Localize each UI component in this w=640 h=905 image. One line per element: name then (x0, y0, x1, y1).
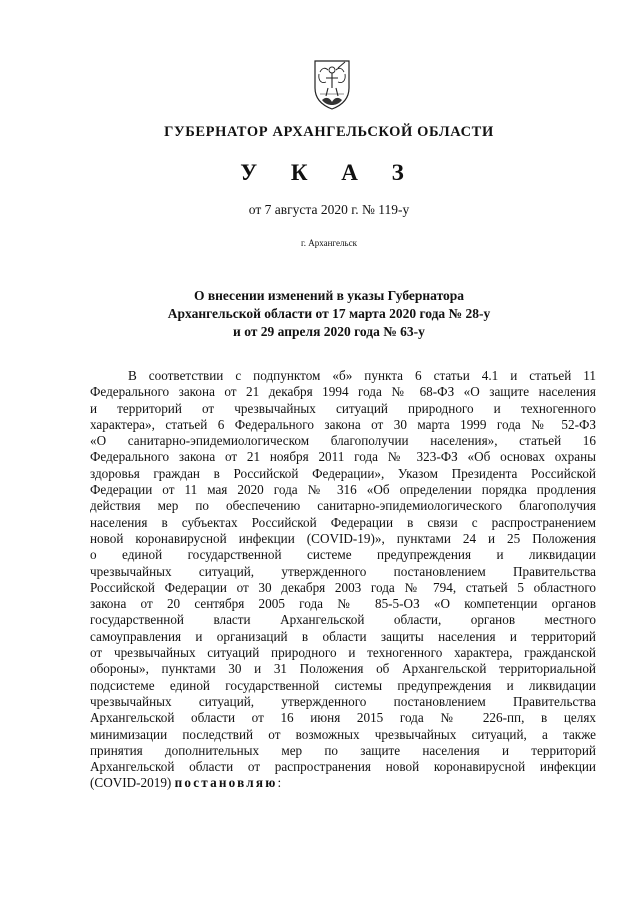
body-line: Федерального закона от 21 декабря 1994 года № 68-ФЗ «О защите населения (90, 384, 596, 400)
decree-date-number: от 7 августа 2020 г. № 119-у (248, 202, 410, 217)
body-line: здоровья граждан в Российской Федерации», Указом Президента Российской (90, 465, 596, 481)
body-line: Архангельской области от 16 июня 2015 года № 226-пп, в целях (90, 710, 596, 726)
body-line: новой коронавирусной инфекции (COVID-19)», пунктами 24 и 25 Положения (90, 530, 596, 546)
heading-line: и от 29 апреля 2020 года № 63-у (233, 324, 425, 339)
heading-line: О внесении изменений в указы Губернатора (193, 288, 465, 303)
body-line: закона от 20 сентября 2005 года № 85-5-ОЗ «О компетенции органов (90, 596, 596, 612)
decree-city: г. Архангельск (301, 238, 357, 248)
body-line: государственной власти Архангельской области, органов местного (90, 612, 596, 628)
issuing-authority: ГУБЕРНАТОР АРХАНГЕЛЬСКОЙ ОБЛАСТИ (164, 124, 494, 140)
body-line: самоуправления и организаций в области защиты населения и территорий (90, 628, 596, 644)
body-line: подсистеме единой государственной системы предупреждения и ликвидации (90, 677, 596, 693)
body-line: Российской Федерации от 30 декабря 2003 года № 794, статьей 5 областного (90, 579, 596, 595)
resolve-suffix: : (277, 775, 282, 791)
body-line: и территорий от чрезвычайных ситуаций природного и техногенного (90, 400, 596, 416)
body-line: чрезвычайных ситуаций, утвержденного постановлением Правительства (90, 693, 596, 709)
body-line: от чрезвычайных ситуаций природного и техногенного характера, гражданской (90, 645, 596, 661)
body-line: минимизации последствий от возможных чрезвычайных ситуаций, а также (90, 726, 596, 742)
document-type-title: У К А З (240, 160, 418, 185)
body-line: о единой государственной системе предупреждения и ликвидации (90, 547, 596, 563)
body-line: «О санитарно-эпидемиологическом благополучии населения», статьей 16 (90, 433, 596, 449)
coat-of-arms-icon (312, 58, 352, 110)
body-last-line (90, 775, 596, 791)
body-line: населения в субъектах Российской Федерации в связи с распространением (90, 514, 596, 530)
body-line: обороны», пунктами 30 и 31 Положения об Архангельской территориальной (90, 661, 596, 677)
document-heading (0, 287, 640, 341)
body-line: характера», статьей 6 Федерального закона от 30 марта 1999 года № 52-ФЗ (90, 416, 596, 432)
body-line: принятия дополнительных мер по защите населения и территорий (90, 742, 596, 758)
body-line: Федерации от 11 мая 2020 года № 316 «Об определении порядка продления (90, 482, 596, 498)
body-line: чрезвычайных ситуаций, утвержденного постановлением Правительства (90, 563, 596, 579)
body-line: действия мер по обеспечению санитарно-эпидемиологического благополучия (90, 498, 596, 514)
heading-line: Архангельской области от 17 марта 2020 года № 28-у (167, 306, 491, 321)
body-line: Федерального закона от 21 ноября 2011 года № 323-ФЗ «Об основах охраны (90, 449, 596, 465)
resolve-word: постановляю (174, 775, 278, 791)
preamble-text (90, 368, 596, 792)
last-line-prefix: (COVID-2019) (90, 775, 175, 791)
body-line: Архангельской области от распространения новой коронавирусной инфекции (90, 759, 596, 775)
body-line: В соответствии с подпунктом «б» пункта 6 статьи 4.1 и статьей 11 (128, 368, 596, 383)
